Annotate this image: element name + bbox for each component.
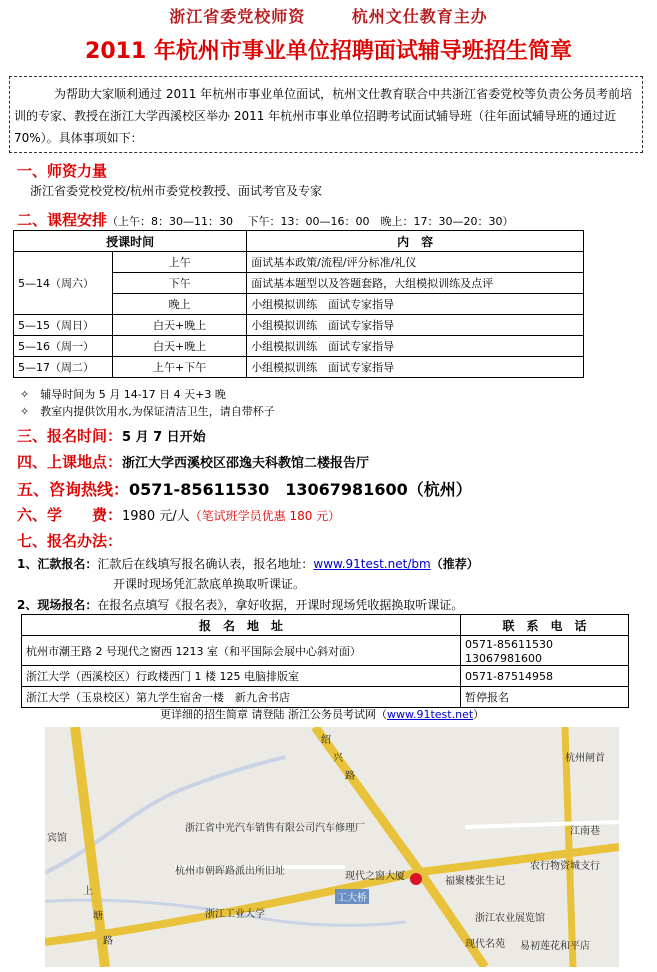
map-label: 工大桥 bbox=[335, 889, 369, 904]
section-hotline bbox=[17, 477, 472, 500]
method-onsite-title: 2、现场报名： bbox=[17, 598, 98, 612]
schedule-content: 面试基本题型以及答题套路，大组模拟训练及点评 bbox=[247, 273, 584, 294]
recommend-label: （推荐） bbox=[430, 557, 479, 571]
schedule-head-time: 授课时间 bbox=[14, 231, 247, 252]
map-label: 江南巷 bbox=[570, 826, 600, 837]
schedule-date: 5—14（周六） bbox=[14, 252, 113, 315]
more-info bbox=[160, 706, 484, 722]
map-label: 绍 bbox=[321, 735, 331, 746]
map-roads bbox=[45, 727, 619, 967]
schedule-period: 上午 bbox=[113, 252, 247, 273]
signup-location-table bbox=[21, 614, 629, 708]
schedule-content: 面试基本政策/流程/评分标准/礼仪 bbox=[247, 252, 584, 273]
method-onsite-text: 在报名点填写《报名表》，拿好收据，开课时现场凭收据换取听课证。 bbox=[97, 598, 464, 612]
schedule-period: 上午+下午 bbox=[113, 357, 247, 378]
section-course-title: 二、课程安排 bbox=[17, 211, 108, 229]
location-address: 浙江大学（玉泉校区）第九学生宿舍一楼 新九舍书店 bbox=[22, 687, 461, 708]
signup-time-value: 5 月 7 日开始 bbox=[122, 430, 206, 445]
schedule-period: 白天+晚上 bbox=[113, 315, 247, 336]
schedule-content: 小组模拟训练 面试专家指导 bbox=[247, 294, 584, 315]
map-label: 路 bbox=[103, 936, 113, 947]
map-label: 易初莲花和平店 bbox=[520, 941, 590, 952]
method-remit bbox=[17, 555, 479, 572]
method-remit-note: 开课时现场凭汇款底单换取听课证。 bbox=[113, 577, 306, 591]
more-info-end: ） bbox=[473, 708, 485, 721]
location-map[interactable] bbox=[45, 727, 619, 967]
method-onsite bbox=[17, 596, 463, 613]
schedule-head-content: 内 容 bbox=[247, 231, 584, 252]
fee-value: 1980 元/人 bbox=[122, 509, 190, 524]
hotline-title: 五、咨询热线： bbox=[17, 480, 130, 499]
website-link[interactable]: www.91test.net bbox=[387, 708, 474, 721]
section-course bbox=[17, 209, 513, 230]
hotline-value: 0571-85611530 13067981600（杭州） bbox=[129, 480, 472, 499]
method-remit-text: 汇款后在线填写报名确认表，报名地址： bbox=[97, 557, 314, 571]
location-marker bbox=[410, 873, 422, 885]
method-remit-title: 1、汇款报名： bbox=[17, 557, 98, 571]
course-note: ✧ 教室内提供饮用水,为保证清洁卫生，请自带杯子 bbox=[20, 405, 275, 418]
section-signup-time bbox=[17, 425, 206, 446]
map-label: 塘 bbox=[93, 911, 103, 922]
section-faculty-title: 一、师资力量 bbox=[17, 162, 108, 180]
location-head-address: 报 名 地 址 bbox=[22, 615, 461, 636]
location-title: 四、上课地点： bbox=[17, 453, 123, 471]
map-label: 现代之窗大厦 bbox=[345, 871, 405, 882]
section-location bbox=[17, 451, 369, 472]
location-value: 浙江大学西溪校区邵逸夫科教馆二楼报告厅 bbox=[122, 456, 370, 471]
map-label: 福聚楼张生记 bbox=[445, 876, 505, 887]
map-label: 宾馆 bbox=[47, 833, 67, 844]
map-label: 路 bbox=[345, 771, 355, 782]
more-info-text: 更详细的招生简章 请登陆 浙江公务员考试网（ bbox=[160, 708, 387, 721]
map-label: 兴 bbox=[333, 753, 343, 764]
schedule-date: 5—15（周日） bbox=[14, 315, 113, 336]
schedule-date: 5—17（周二） bbox=[14, 357, 113, 378]
schedule-period: 晚上 bbox=[113, 294, 247, 315]
location-phone: 0571-85611530 13067981600 bbox=[461, 636, 629, 666]
signup-link[interactable]: www.91test.net/bm bbox=[313, 557, 431, 571]
map-label: 杭州闸首 bbox=[565, 753, 605, 764]
schedule-content: 小组模拟训练 面试专家指导 bbox=[247, 315, 584, 336]
course-note: ✧ 辅导时间为 5 月 14-17 日 4 天+3 晚 bbox=[20, 388, 226, 401]
signup-time-title: 三、报名时间： bbox=[17, 427, 123, 445]
location-address: 杭州市潮王路 2 号现代之窗西 1213 室（和平国际会展中心斜对面） bbox=[22, 636, 461, 666]
map-label: 浙江农业展览馆 bbox=[475, 913, 545, 924]
page-title: 2011 年杭州市事业单位招聘面试辅导班招生简章 bbox=[85, 39, 572, 64]
section-method-title: 七、报名办法： bbox=[17, 532, 123, 550]
schedule-period: 下午 bbox=[113, 273, 247, 294]
map-label: 上 bbox=[83, 886, 93, 897]
header-left: 浙江省委党校师资 bbox=[169, 7, 306, 26]
header-right: 杭州文仕教育主办 bbox=[351, 7, 488, 26]
location-head-phone: 联 系 电 话 bbox=[461, 615, 629, 636]
intro-box: 为帮助大家顺利通过 2011 年杭州市事业单位面试，杭州文仕教育联合中共浙江省委党校等负责公务员考前培训的专家、教授在浙江大学西溪校区举办 2011 年杭州市事业单位招聘考试面试辅导班（往年面试辅导班的通过近 70%）。具体事项如下： bbox=[9, 76, 643, 153]
schedule-content: 小组模拟训练 面试专家指导 bbox=[247, 357, 584, 378]
map-label: 现代名苑 bbox=[465, 939, 505, 950]
map-label: 农行物资城支行 bbox=[530, 861, 600, 872]
page-header bbox=[0, 4, 657, 27]
fee-note: （笔试班学员优惠 180 元） bbox=[189, 509, 341, 523]
map-label: 浙江省中光汽车销售有限公司汽车修理厂 bbox=[185, 823, 365, 834]
section-faculty-text: 浙江省委党校党校/杭州市委党校教授、面试考官及专家 bbox=[30, 184, 323, 198]
map-label: 浙江工业大学 bbox=[205, 909, 265, 920]
fee-title: 六、学 费： bbox=[17, 506, 123, 524]
section-fee bbox=[17, 504, 340, 525]
schedule-content: 小组模拟训练 面试专家指导 bbox=[247, 336, 584, 357]
location-phone: 0571-87514958 bbox=[461, 666, 629, 687]
location-address: 浙江大学（西溪校区）行政楼西门 1 楼 125 电脑排版室 bbox=[22, 666, 461, 687]
schedule-table bbox=[13, 230, 584, 378]
map-label: 杭州市朝晖路派出所旧址 bbox=[175, 866, 285, 877]
schedule-date: 5—16（周一） bbox=[14, 336, 113, 357]
schedule-period: 白天+晚上 bbox=[113, 336, 247, 357]
course-times: （上午：8：30—11：30 下午：13：00—16：00 晚上：17：30—20：30） bbox=[107, 215, 514, 228]
location-phone: 暂停报名 bbox=[461, 687, 629, 708]
